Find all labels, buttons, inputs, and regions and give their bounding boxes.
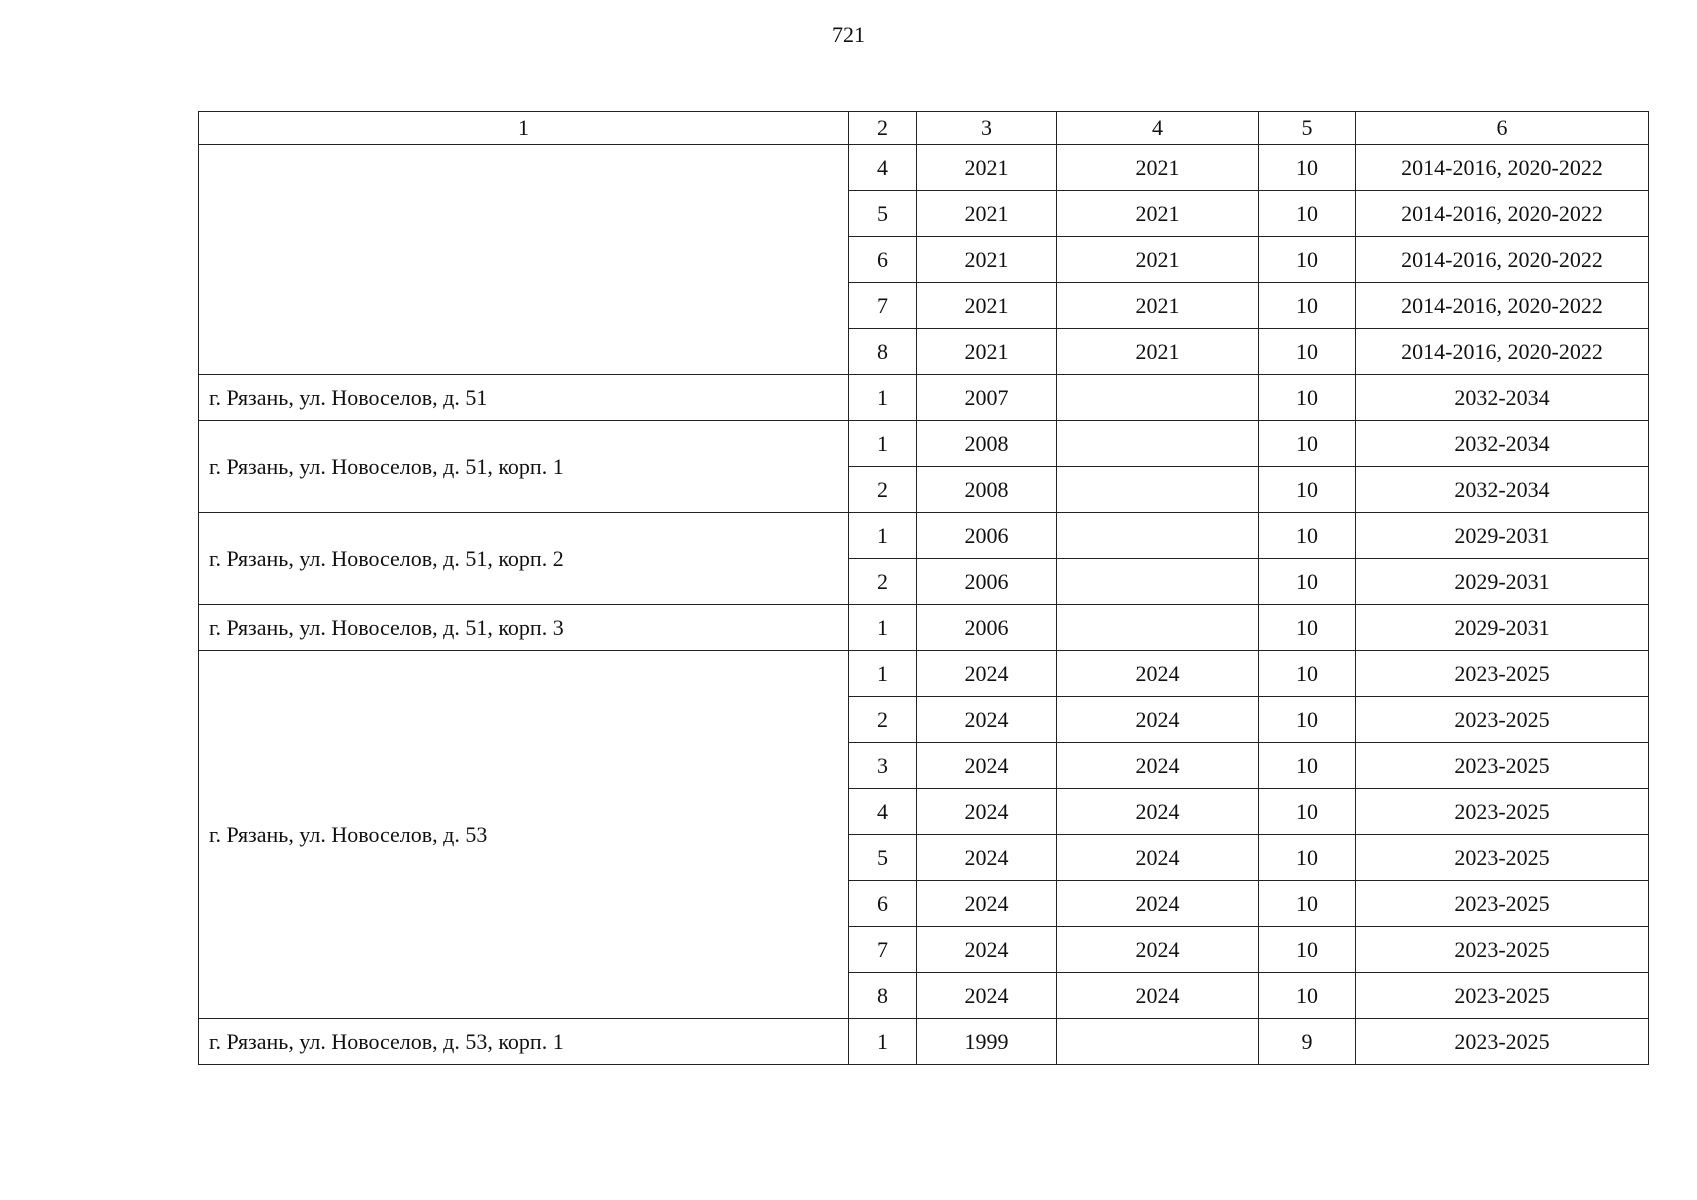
repair-year-cell: 2024 <box>1057 881 1259 927</box>
year-cell: 2024 <box>917 881 1057 927</box>
year-cell: 2021 <box>917 283 1057 329</box>
year-cell: 2021 <box>917 145 1057 191</box>
table-row <box>199 375 1649 421</box>
year-cell: 1999 <box>917 1019 1057 1065</box>
entrance-number-cell: 5 <box>849 191 917 237</box>
entrance-number-cell: 2 <box>849 697 917 743</box>
count-cell: 10 <box>1259 375 1356 421</box>
repair-year-cell <box>1057 513 1259 559</box>
year-cell: 2006 <box>917 605 1057 651</box>
repair-year-cell <box>1057 1019 1259 1065</box>
repair-year-cell: 2021 <box>1057 191 1259 237</box>
repair-year-cell: 2021 <box>1057 237 1259 283</box>
table-body <box>199 112 1649 1065</box>
period-cell: 2023-2025 <box>1356 927 1649 973</box>
column-number-header: 2 <box>849 112 917 145</box>
address-cell: г. Рязань, ул. Новоселов, д. 53 <box>199 651 849 1019</box>
year-cell: 2024 <box>917 697 1057 743</box>
table-row <box>199 605 1649 651</box>
period-cell: 2023-2025 <box>1356 651 1649 697</box>
count-cell: 10 <box>1259 743 1356 789</box>
count-cell: 10 <box>1259 283 1356 329</box>
repair-year-cell <box>1057 467 1259 513</box>
count-cell: 10 <box>1259 513 1356 559</box>
repair-year-cell: 2024 <box>1057 651 1259 697</box>
period-cell: 2032-2034 <box>1356 467 1649 513</box>
repair-year-cell: 2024 <box>1057 927 1259 973</box>
period-cell: 2032-2034 <box>1356 375 1649 421</box>
count-cell: 10 <box>1259 973 1356 1019</box>
period-cell: 2014-2016, 2020-2022 <box>1356 191 1649 237</box>
column-number-header: 4 <box>1057 112 1259 145</box>
year-cell: 2021 <box>917 237 1057 283</box>
repair-year-cell: 2024 <box>1057 697 1259 743</box>
column-number-header: 3 <box>917 112 1057 145</box>
period-cell: 2023-2025 <box>1356 973 1649 1019</box>
repair-year-cell: 2024 <box>1057 743 1259 789</box>
entrance-number-cell: 8 <box>849 329 917 375</box>
repair-year-cell: 2024 <box>1057 789 1259 835</box>
period-cell: 2014-2016, 2020-2022 <box>1356 283 1649 329</box>
year-cell: 2024 <box>917 789 1057 835</box>
count-cell: 9 <box>1259 1019 1356 1065</box>
address-cell: г. Рязань, ул. Новоселов, д. 51 <box>199 375 849 421</box>
table-row <box>199 145 1649 191</box>
count-cell: 10 <box>1259 881 1356 927</box>
entrance-number-cell: 1 <box>849 651 917 697</box>
address-cell <box>199 145 849 375</box>
period-cell: 2029-2031 <box>1356 559 1649 605</box>
count-cell: 10 <box>1259 145 1356 191</box>
count-cell: 10 <box>1259 697 1356 743</box>
address-cell: г. Рязань, ул. Новоселов, д. 51, корп. 2 <box>199 513 849 605</box>
count-cell: 10 <box>1259 927 1356 973</box>
repair-year-cell <box>1057 605 1259 651</box>
period-cell: 2023-2025 <box>1356 697 1649 743</box>
year-cell: 2024 <box>917 743 1057 789</box>
column-number-header: 1 <box>199 112 849 145</box>
period-cell: 2023-2025 <box>1356 789 1649 835</box>
repair-year-cell <box>1057 421 1259 467</box>
year-cell: 2021 <box>917 329 1057 375</box>
address-cell: г. Рязань, ул. Новоселов, д. 51, корп. 3 <box>199 605 849 651</box>
repair-year-cell: 2021 <box>1057 329 1259 375</box>
entrance-number-cell: 3 <box>849 743 917 789</box>
year-cell: 2008 <box>917 467 1057 513</box>
entrance-number-cell: 4 <box>849 789 917 835</box>
entrance-number-cell: 1 <box>849 605 917 651</box>
entrance-number-cell: 4 <box>849 145 917 191</box>
data-table <box>198 111 1649 1065</box>
entrance-number-cell: 2 <box>849 559 917 605</box>
entrance-number-cell: 7 <box>849 283 917 329</box>
year-cell: 2008 <box>917 421 1057 467</box>
year-cell: 2006 <box>917 559 1057 605</box>
entrance-number-cell: 6 <box>849 881 917 927</box>
table-row <box>199 651 1649 697</box>
year-cell: 2024 <box>917 973 1057 1019</box>
period-cell: 2014-2016, 2020-2022 <box>1356 329 1649 375</box>
count-cell: 10 <box>1259 421 1356 467</box>
repair-year-cell <box>1057 375 1259 421</box>
entrance-number-cell: 1 <box>849 513 917 559</box>
repair-year-cell: 2024 <box>1057 835 1259 881</box>
entrance-number-cell: 2 <box>849 467 917 513</box>
period-cell: 2029-2031 <box>1356 605 1649 651</box>
repair-year-cell: 2021 <box>1057 145 1259 191</box>
count-cell: 10 <box>1259 605 1356 651</box>
count-cell: 10 <box>1259 237 1356 283</box>
repair-year-cell <box>1057 559 1259 605</box>
entrance-number-cell: 1 <box>849 421 917 467</box>
address-cell: г. Рязань, ул. Новоселов, д. 53, корп. 1 <box>199 1019 849 1065</box>
entrance-number-cell: 6 <box>849 237 917 283</box>
period-cell: 2014-2016, 2020-2022 <box>1356 237 1649 283</box>
page-number: 721 <box>832 22 865 47</box>
repair-year-cell: 2024 <box>1057 973 1259 1019</box>
year-cell: 2021 <box>917 191 1057 237</box>
count-cell: 10 <box>1259 329 1356 375</box>
table-row <box>199 1019 1649 1065</box>
period-cell: 2014-2016, 2020-2022 <box>1356 145 1649 191</box>
count-cell: 10 <box>1259 191 1356 237</box>
address-cell: г. Рязань, ул. Новоселов, д. 51, корп. 1 <box>199 421 849 513</box>
period-cell: 2029-2031 <box>1356 513 1649 559</box>
entrance-number-cell: 5 <box>849 835 917 881</box>
period-cell: 2023-2025 <box>1356 835 1649 881</box>
count-cell: 10 <box>1259 651 1356 697</box>
year-cell: 2006 <box>917 513 1057 559</box>
year-cell: 2024 <box>917 651 1057 697</box>
table-header-row <box>199 112 1649 145</box>
period-cell: 2032-2034 <box>1356 421 1649 467</box>
period-cell: 2023-2025 <box>1356 1019 1649 1065</box>
repair-year-cell: 2021 <box>1057 283 1259 329</box>
count-cell: 10 <box>1259 789 1356 835</box>
period-cell: 2023-2025 <box>1356 881 1649 927</box>
year-cell: 2024 <box>917 927 1057 973</box>
entrance-number-cell: 8 <box>849 973 917 1019</box>
column-number-header: 6 <box>1356 112 1649 145</box>
entrance-number-cell: 1 <box>849 375 917 421</box>
count-cell: 10 <box>1259 835 1356 881</box>
column-number-header: 5 <box>1259 112 1356 145</box>
table-row <box>199 421 1649 467</box>
year-cell: 2007 <box>917 375 1057 421</box>
entrance-number-cell: 1 <box>849 1019 917 1065</box>
count-cell: 10 <box>1259 559 1356 605</box>
period-cell: 2023-2025 <box>1356 743 1649 789</box>
count-cell: 10 <box>1259 467 1356 513</box>
year-cell: 2024 <box>917 835 1057 881</box>
entrance-number-cell: 7 <box>849 927 917 973</box>
table-row <box>199 513 1649 559</box>
